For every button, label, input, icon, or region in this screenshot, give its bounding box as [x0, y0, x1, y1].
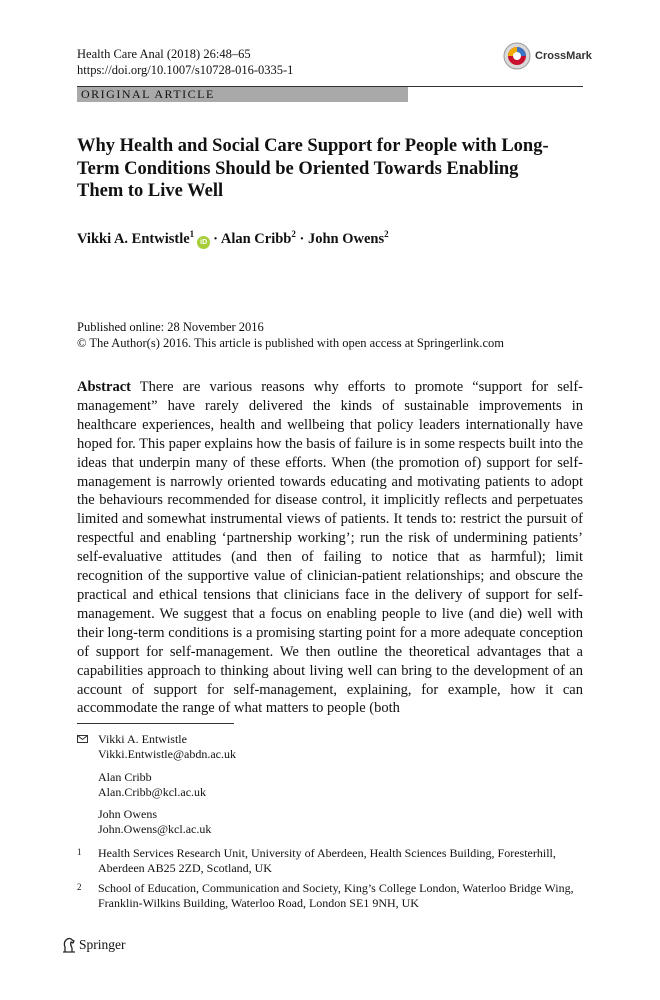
author-contact-name: Alan Cribb	[98, 769, 152, 784]
affiliation-1	[77, 846, 583, 877]
author-contact-email[interactable]: John.Owens@kcl.ac.uk	[98, 822, 212, 837]
affiliation-number: 1	[77, 847, 82, 857]
author-affil-marker: 1	[189, 229, 195, 239]
journal-citation	[77, 46, 293, 78]
affiliation-2	[77, 881, 583, 912]
author-name[interactable]: Alan Cribb	[220, 230, 292, 247]
abstract	[77, 378, 583, 718]
publisher-name: Springer	[79, 937, 126, 952]
journal-line: Health Care Anal (2018) 26:48–65	[77, 47, 251, 61]
author-name[interactable]: John Owens	[307, 230, 385, 247]
author-name[interactable]: Vikki A. Entwistle	[77, 230, 190, 247]
crossmark-icon	[503, 42, 531, 70]
crossmark-badge[interactable]	[503, 42, 592, 70]
article-type-banner: ORIGINAL ARTICLE	[77, 87, 408, 102]
springer-horse-icon	[62, 937, 76, 953]
corresponding-author-name: Vikki A. Entwistle	[98, 732, 187, 746]
article-title: Why Health and Social Care Support for People with Long-Term Conditions Should be Oriented Towards Enabling Them to Live Well	[77, 136, 549, 201]
footnote-rule	[77, 723, 234, 724]
affiliation-text: School of Education, Communication and Society, King’s College London, Waterloo Bridge Wing, Franklin-Wilkins Building, Waterloo Road, London SE1 9NH, UK	[98, 881, 574, 911]
author-separator: ·	[213, 230, 219, 247]
affiliation-number: 2	[77, 882, 82, 892]
correspondence-block	[77, 732, 236, 838]
author-contact-email[interactable]: Alan.Cribb@kcl.ac.uk	[98, 784, 207, 799]
author-affil-marker: 2	[291, 229, 296, 239]
author-contact-name: John Owens	[98, 807, 157, 822]
abstract-text: There are various reasons why efforts to promote “support for self-management” have rarely delivered the kinds of sustainable improvements in healthcare experiences, health and wellbeing that policy leaders internationally have hoped for. This paper explains how the basis of failure is in some respects built into the ideas that underpin many of these efforts. When (the promotion of) support for self-management is narrowly oriented towards educating and motivating patients to adopt the behaviours recommended for disease control, it implicitly reflects and perpetuates limited and somewhat instrumental views of patients. It tends to: restrict the pursuit of respectful and enabling ‘partnership working’; run the risk of undermining patients’ self-evaluative attitudes (and then of failing to notice that as harmful); limit recognition of the supportive value of clinician-patient relationships; and obscure the practical and ethical tensions that clinicians face in the delivery of support for self-management. We suggest that a focus on enabling people to live (and die) well with their long-term conditions is a promising starting point for a more adequate conception of support for self-management. We then outline the theoretical advantages that a capabilities approach to thinking about living well can bring to the development of an account of support for self-management, explaining, for example, how it can accommodate the range of what matters to people (both	[77, 379, 583, 717]
author-list	[77, 229, 389, 249]
crossmark-label: CrossMark	[535, 50, 592, 62]
publisher-footer	[62, 937, 126, 953]
copyright-notice: © The Author(s) 2016. This article is published with open access at Springerlink.com	[77, 335, 505, 350]
published-date: Published online: 28 November 2016	[77, 320, 264, 334]
corresponding-author-email[interactable]: Vikki.Entwistle@abdn.ac.uk	[98, 747, 236, 762]
publication-info	[77, 320, 504, 351]
affiliation-text: Health Services Research Unit, University of Aberdeen, Health Sciences Building, Foresterhill, Aberdeen AB25 2ZD, Scotland, UK	[98, 846, 556, 876]
abstract-heading: Abstract	[77, 379, 131, 395]
orcid-icon[interactable]: iD	[197, 236, 210, 249]
doi-link[interactable]: https://doi.org/10.1007/s10728-016-0335-1	[77, 63, 294, 77]
author-separator: ·	[299, 230, 305, 247]
author-affil-marker: 2	[384, 229, 389, 239]
envelope-icon	[77, 735, 88, 743]
